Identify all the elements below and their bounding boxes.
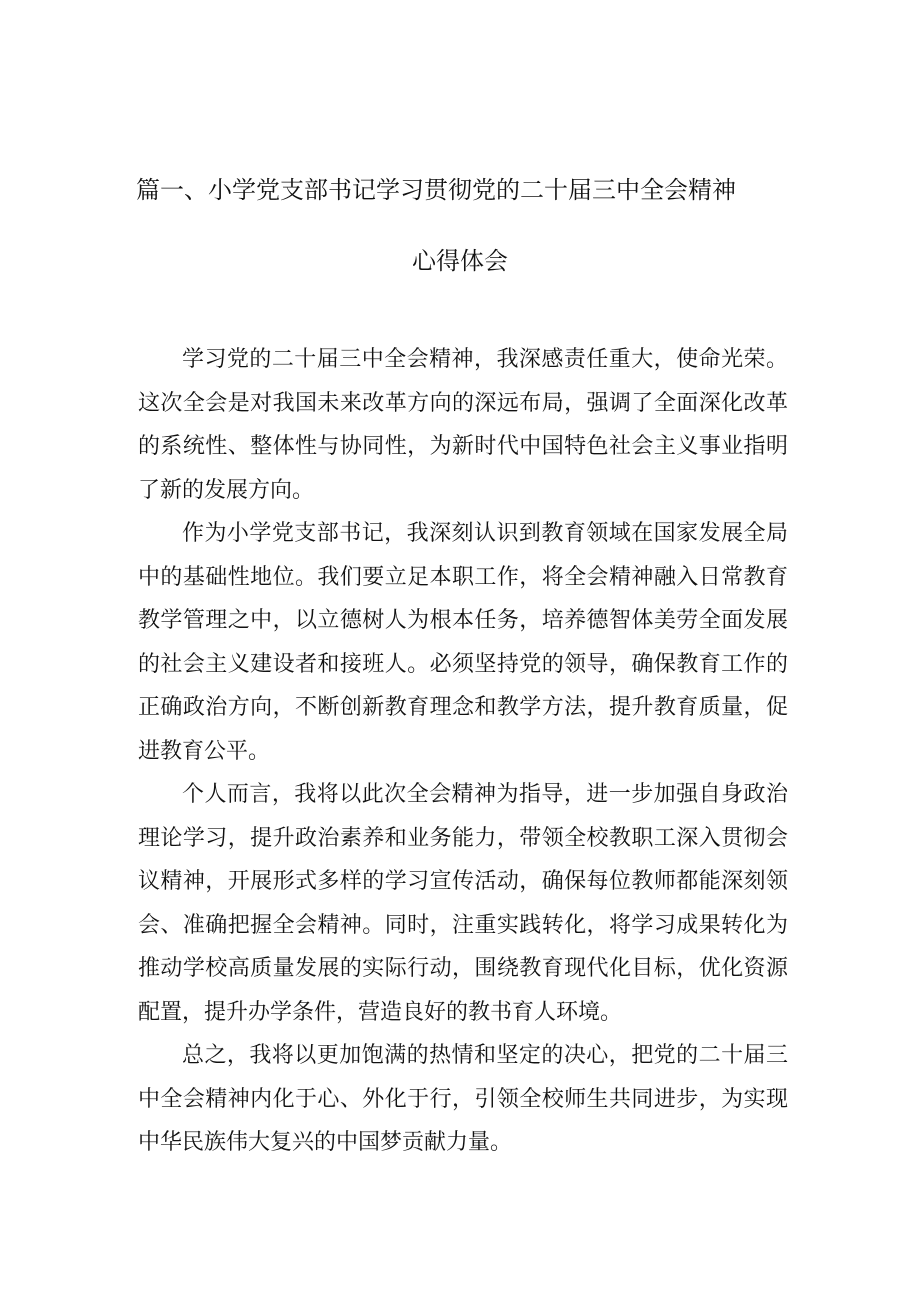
document-body: [138, 338, 788, 1165]
body-paragraph-2: 作为小学党支部书记，我深刻认识到教育领域在国家发展全局中的基础性地位。我们要立足本职工作，将全会精神融入日常教育教学管理之中，以立德树人为根本任务，培养德智体美劳全面发展的社会主义建设者和接班人。必须坚持党的领导，确保教育工作的正确政治方向，不断创新教育理念和教学方法，提升教育质量，促进教育公平。: [138, 521, 788, 764]
document-title-line-2: 心得体会: [412, 247, 508, 275]
body-paragraph-3: 个人而言，我将以此次全会精神为指导，进一步加强自身政治理论学习，提升政治素养和业务能力，带领全校教职工深入贯彻会议精神，开展形式多样的学习宣传活动，确保每位教师都能深刻领会、准确把握全会精神。同时，注重实践转化，将学习成果转化为推动学校高质量发展的实际行动，围绕教育现代化目标，优化资源配置，提升办学条件，营造良好的教书育人环境。: [138, 782, 788, 1025]
document-title-line-1: 篇一、小学党支部书记学习贯彻党的二十届三中全会精神: [136, 176, 736, 204]
body-paragraph-1: 学习党的二十届三中全会精神，我深感责任重大，使命光荣。这次全会是对我国未来改革方向的深远布局，强调了全面深化改革的系统性、整体性与协同性，为新时代中国特色社会主义事业指明了新的发展方向。: [138, 347, 788, 503]
body-paragraph-4: 总之，我将以更加饱满的热情和坚定的决心，把党的二十届三中全会精神内化于心、外化于行，引领全校师生共同进步，为实现中华民族伟大复兴的中国梦贡献力量。: [138, 1043, 788, 1155]
